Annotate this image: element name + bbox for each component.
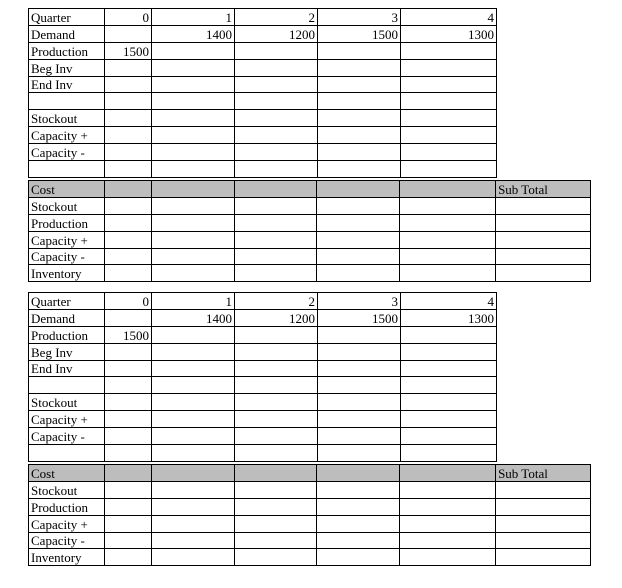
capacity-plus-label: Capacity + (29, 411, 105, 428)
capacity-plus-cell[interactable] (318, 411, 401, 428)
blank-cell (105, 377, 152, 394)
cost-header-cell (234, 465, 317, 482)
quarter-cell: 2 (235, 293, 318, 310)
capacity-minus-label: Capacity - (29, 144, 105, 161)
production-cell[interactable] (235, 42, 318, 59)
cost-cell[interactable] (400, 481, 496, 498)
cost-header-row (29, 465, 591, 482)
production-cell[interactable] (318, 326, 401, 343)
cost-header-cell (400, 181, 496, 198)
cost-cell[interactable] (234, 549, 317, 566)
cost-header-cell (151, 465, 234, 482)
quarter-cell: 0 (105, 293, 152, 310)
end-inv-cell[interactable] (318, 360, 401, 377)
end-inv-cell[interactable] (105, 76, 152, 93)
beg-inv-cell[interactable] (318, 59, 401, 76)
cost-cell[interactable] (151, 515, 234, 532)
sub-total-label: Sub Total (496, 465, 591, 482)
blank-cell (105, 93, 152, 110)
cost-cell[interactable] (317, 214, 400, 231)
sub-total-cell[interactable] (496, 549, 591, 566)
cost-cell[interactable] (317, 515, 400, 532)
cost-row-label: Inventory (29, 265, 105, 282)
capacity-minus-cell[interactable] (105, 144, 152, 161)
beg-inv-cell[interactable] (105, 343, 152, 360)
cost-row (29, 265, 591, 282)
blank-row (29, 445, 497, 462)
demand-cell[interactable] (105, 25, 152, 42)
blank-cell (152, 445, 235, 462)
sub-total-cell[interactable] (496, 481, 591, 498)
cost-cell[interactable] (317, 231, 400, 248)
blank-cell (235, 93, 318, 110)
cost-cell[interactable] (104, 481, 151, 498)
end-inv-label: End Inv (29, 76, 105, 93)
capacity-minus-cell[interactable] (152, 428, 235, 445)
quarter-cell: 3 (318, 9, 401, 26)
cost-cell[interactable] (234, 532, 317, 549)
beg-inv-row (29, 59, 497, 76)
cost-cell[interactable] (151, 197, 234, 214)
quarter-cell: 0 (105, 9, 152, 26)
end-inv-cell[interactable] (401, 360, 497, 377)
production-row (29, 326, 497, 343)
cost-cell[interactable] (151, 214, 234, 231)
sub-total-cell[interactable] (496, 248, 591, 265)
cost-cell[interactable] (151, 265, 234, 282)
beg-inv-label: Beg Inv (29, 343, 105, 360)
production-cell[interactable] (401, 326, 497, 343)
cost-cell[interactable] (151, 481, 234, 498)
cost-row (29, 498, 591, 515)
cost-cell[interactable] (151, 498, 234, 515)
cost-header-cell (104, 465, 151, 482)
end-inv-cell[interactable] (235, 76, 318, 93)
cost-cell[interactable] (234, 265, 317, 282)
demand-cell[interactable]: 1300 (401, 25, 497, 42)
blank-cell (105, 445, 152, 462)
capacity-plus-row (29, 127, 497, 144)
quarter-cell: 1 (152, 293, 235, 310)
quarter-label: Quarter (29, 293, 105, 310)
end-inv-cell[interactable] (235, 360, 318, 377)
cost-cell[interactable] (317, 549, 400, 566)
capacity-plus-row (29, 411, 497, 428)
cost-cell[interactable] (317, 197, 400, 214)
quarter-label: Quarter (29, 9, 105, 26)
sub-total-cell[interactable] (496, 231, 591, 248)
cost-cell[interactable] (234, 214, 317, 231)
end-inv-row (29, 360, 497, 377)
sub-total-cell[interactable] (496, 265, 591, 282)
blank-cell (105, 161, 152, 178)
quarter-row (29, 293, 497, 310)
stockout-row (29, 394, 497, 411)
cost-cell[interactable] (234, 248, 317, 265)
cost-label: Cost (29, 465, 105, 482)
blank-cell (152, 161, 235, 178)
beg-inv-cell[interactable] (401, 59, 497, 76)
blank-cell (29, 161, 105, 178)
blank-cell (318, 377, 401, 394)
production-cell[interactable] (235, 326, 318, 343)
sub-total-cell[interactable] (496, 532, 591, 549)
capacity-minus-cell[interactable] (318, 428, 401, 445)
capacity-plus-cell[interactable] (235, 127, 318, 144)
end-inv-cell[interactable] (152, 76, 235, 93)
cost-cell[interactable] (400, 248, 496, 265)
beg-inv-cell[interactable] (152, 59, 235, 76)
beg-inv-cell[interactable] (152, 343, 235, 360)
capacity-plus-cell[interactable] (235, 411, 318, 428)
stockout-cell[interactable] (105, 394, 152, 411)
plan-table-1 (28, 8, 497, 178)
cost-row (29, 231, 591, 248)
cost-cell[interactable] (317, 481, 400, 498)
quarter-cell: 4 (401, 293, 497, 310)
capacity-plus-cell[interactable] (318, 127, 401, 144)
cost-label: Cost (29, 181, 105, 198)
cost-cell[interactable] (234, 481, 317, 498)
cost-cell[interactable] (317, 498, 400, 515)
cost-row (29, 532, 591, 549)
sub-total-cell[interactable] (496, 515, 591, 532)
sub-total-label: Sub Total (496, 181, 591, 198)
cost-row-label: Capacity + (29, 515, 105, 532)
cost-cell[interactable] (104, 214, 151, 231)
cost-cell[interactable] (104, 549, 151, 566)
production-cell[interactable] (152, 42, 235, 59)
stockout-cell[interactable] (401, 110, 497, 127)
cost-cell[interactable] (234, 231, 317, 248)
production-cell[interactable] (318, 42, 401, 59)
blank-cell (401, 161, 497, 178)
production-row (29, 42, 497, 59)
cost-cell[interactable] (151, 532, 234, 549)
demand-label: Demand (29, 309, 105, 326)
cost-cell[interactable] (400, 498, 496, 515)
production-cell[interactable] (401, 42, 497, 59)
blank-cell (29, 93, 105, 110)
beg-inv-label: Beg Inv (29, 59, 105, 76)
blank-row (29, 161, 497, 178)
blank-cell (318, 93, 401, 110)
quarter-cell: 3 (318, 293, 401, 310)
cost-cell[interactable] (151, 231, 234, 248)
cost-row-label: Stockout (29, 481, 105, 498)
capacity-minus-cell[interactable] (152, 144, 235, 161)
stockout-cell[interactable] (152, 394, 235, 411)
plan-table-2 (28, 292, 497, 462)
cost-cell[interactable] (400, 515, 496, 532)
cost-cell[interactable] (317, 248, 400, 265)
blank-cell (401, 93, 497, 110)
stockout-cell[interactable] (152, 110, 235, 127)
cost-header-cell (317, 465, 400, 482)
capacity-minus-label: Capacity - (29, 428, 105, 445)
capacity-minus-cell[interactable] (235, 144, 318, 161)
demand-cell[interactable]: 1200 (235, 309, 318, 326)
cost-cell[interactable] (104, 197, 151, 214)
end-inv-cell[interactable] (152, 360, 235, 377)
stockout-cell[interactable] (105, 110, 152, 127)
cost-row (29, 214, 591, 231)
capacity-plus-cell[interactable] (105, 411, 152, 428)
capacity-minus-cell[interactable] (235, 428, 318, 445)
cost-cell[interactable] (104, 231, 151, 248)
end-inv-cell[interactable] (318, 76, 401, 93)
production-cell[interactable]: 1500 (105, 42, 152, 59)
beg-inv-cell[interactable] (235, 59, 318, 76)
cost-table-1 (28, 180, 591, 282)
demand-row (29, 309, 497, 326)
quarter-cell: 4 (401, 9, 497, 26)
cost-cell[interactable] (400, 231, 496, 248)
capacity-minus-row (29, 144, 497, 161)
capacity-plus-cell[interactable] (152, 411, 235, 428)
capacity-minus-cell[interactable] (318, 144, 401, 161)
sub-total-cell[interactable] (496, 214, 591, 231)
cost-header-cell (104, 181, 151, 198)
stockout-cell[interactable] (235, 110, 318, 127)
cost-cell[interactable] (104, 515, 151, 532)
capacity-plus-cell[interactable] (401, 127, 497, 144)
stockout-cell[interactable] (235, 394, 318, 411)
capacity-plus-cell[interactable] (401, 411, 497, 428)
blank-cell (29, 445, 105, 462)
beg-inv-cell[interactable] (318, 343, 401, 360)
cost-row-label: Production (29, 214, 105, 231)
cost-cell[interactable] (234, 197, 317, 214)
beg-inv-cell[interactable] (105, 59, 152, 76)
demand-cell[interactable] (105, 309, 152, 326)
blank-cell (318, 445, 401, 462)
stockout-label: Stockout (29, 110, 105, 127)
cost-cell[interactable] (104, 532, 151, 549)
cost-cell[interactable] (400, 197, 496, 214)
production-cell[interactable]: 1500 (105, 326, 152, 343)
cost-header-cell (317, 181, 400, 198)
cost-row-label: Capacity - (29, 532, 105, 549)
stockout-label: Stockout (29, 394, 105, 411)
stockout-cell[interactable] (401, 394, 497, 411)
cost-header-cell (400, 465, 496, 482)
blank-cell (401, 377, 497, 394)
cost-row (29, 549, 591, 566)
sub-total-cell[interactable] (496, 197, 591, 214)
blank-row (29, 93, 497, 110)
end-inv-label: End Inv (29, 360, 105, 377)
demand-cell[interactable]: 1400 (152, 25, 235, 42)
beg-inv-row (29, 343, 497, 360)
blank-cell (29, 377, 105, 394)
cost-row-label: Inventory (29, 549, 105, 566)
cost-table-2 (28, 464, 591, 566)
cost-row-label: Capacity + (29, 231, 105, 248)
blank-cell (318, 161, 401, 178)
cost-cell[interactable] (317, 532, 400, 549)
cost-cell[interactable] (104, 248, 151, 265)
blank-cell (152, 377, 235, 394)
demand-cell[interactable]: 1200 (235, 25, 318, 42)
cost-cell[interactable] (104, 265, 151, 282)
production-label: Production (29, 42, 105, 59)
cost-cell[interactable] (151, 549, 234, 566)
blank-cell (152, 93, 235, 110)
cost-row-label: Stockout (29, 197, 105, 214)
cost-row (29, 248, 591, 265)
cost-header-cell (151, 181, 234, 198)
stockout-cell[interactable] (318, 110, 401, 127)
cost-cell[interactable] (234, 498, 317, 515)
cost-cell[interactable] (234, 515, 317, 532)
cost-row (29, 515, 591, 532)
blank-cell (235, 377, 318, 394)
sub-total-cell[interactable] (496, 498, 591, 515)
cost-cell[interactable] (400, 265, 496, 282)
beg-inv-cell[interactable] (401, 343, 497, 360)
capacity-plus-cell[interactable] (105, 127, 152, 144)
cost-header-row (29, 181, 591, 198)
demand-cell[interactable]: 1500 (318, 25, 401, 42)
end-inv-cell[interactable] (401, 76, 497, 93)
cost-row (29, 197, 591, 214)
blank-cell (235, 161, 318, 178)
cost-row-label: Production (29, 498, 105, 515)
cost-row (29, 481, 591, 498)
cost-row-label: Capacity - (29, 248, 105, 265)
cost-cell[interactable] (317, 265, 400, 282)
stockout-cell[interactable] (318, 394, 401, 411)
quarter-row (29, 9, 497, 26)
capacity-plus-label: Capacity + (29, 127, 105, 144)
demand-cell[interactable]: 1400 (152, 309, 235, 326)
cost-cell[interactable] (400, 214, 496, 231)
capacity-minus-cell[interactable] (401, 144, 497, 161)
demand-label: Demand (29, 25, 105, 42)
demand-cell[interactable]: 1300 (401, 309, 497, 326)
stockout-row (29, 110, 497, 127)
cost-cell[interactable] (400, 549, 496, 566)
capacity-minus-row (29, 428, 497, 445)
production-cell[interactable] (152, 326, 235, 343)
quarter-cell: 2 (235, 9, 318, 26)
production-label: Production (29, 326, 105, 343)
blank-cell (235, 445, 318, 462)
demand-cell[interactable]: 1500 (318, 309, 401, 326)
cost-cell[interactable] (400, 532, 496, 549)
blank-row (29, 377, 497, 394)
demand-row (29, 25, 497, 42)
beg-inv-cell[interactable] (235, 343, 318, 360)
cost-cell[interactable] (151, 248, 234, 265)
end-inv-row (29, 76, 497, 93)
capacity-minus-cell[interactable] (105, 428, 152, 445)
cost-cell[interactable] (104, 498, 151, 515)
blank-cell (401, 445, 497, 462)
end-inv-cell[interactable] (105, 360, 152, 377)
capacity-plus-cell[interactable] (152, 127, 235, 144)
quarter-cell: 1 (152, 9, 235, 26)
cost-header-cell (234, 181, 317, 198)
capacity-minus-cell[interactable] (401, 428, 497, 445)
